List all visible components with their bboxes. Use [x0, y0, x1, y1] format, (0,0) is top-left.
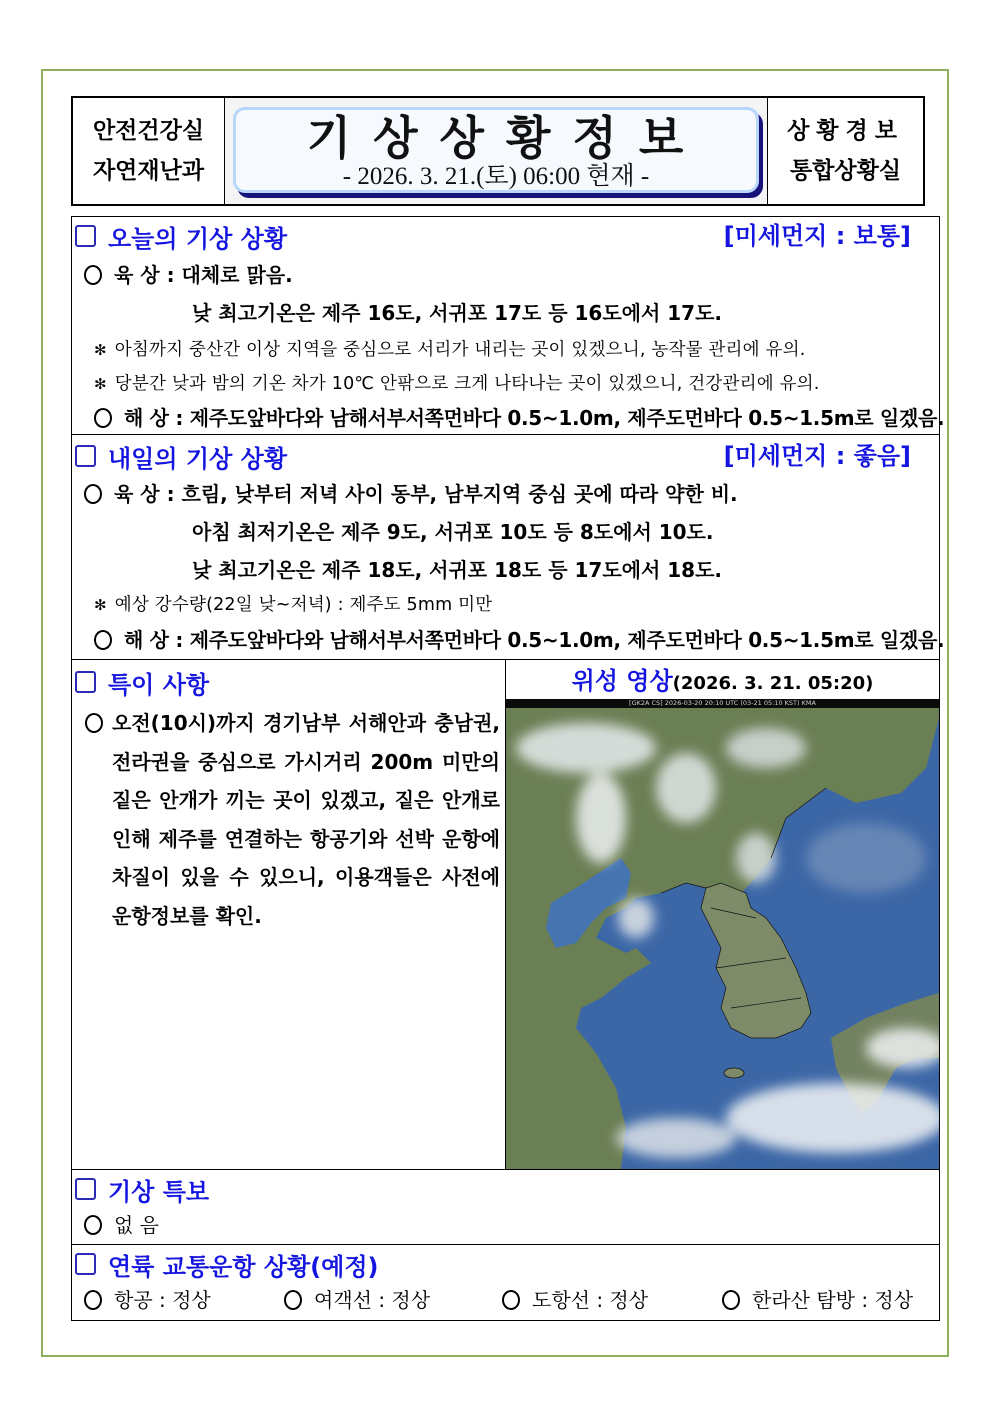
traffic-item-ferry: 여객선 : 정상 [284, 1285, 430, 1315]
section-heading [75, 219, 287, 253]
satellite-image [506, 699, 939, 1169]
section-warning [72, 1170, 939, 1245]
sea-forecast [94, 625, 944, 655]
note: ✻ 당분간 낮과 밤의 기온 차가 10℃ 안팎으로 크게 나타나는 곳이 있겠으니, 건강관리에 유의. [94, 371, 820, 397]
circle-bullet-icon [84, 1215, 102, 1235]
satellite-panel [506, 660, 939, 1169]
land-line: 낮 최고기온은 제주 18도, 서귀포 18도 등 17도에서 18도. [192, 558, 722, 582]
traffic-item-hallasan: 한라산 탐방 : 정상 [722, 1285, 913, 1315]
title-box [233, 107, 759, 193]
heading-text: 연륙 교통운항 상황(예정) [108, 1252, 379, 1281]
report-datetime: - 2026. 3. 21.(토) 06:00 현재 - [342, 163, 650, 190]
checkbox-square-icon [75, 1178, 96, 1200]
heading-text: 특이 사항 [108, 670, 210, 699]
note: ✻ 아침까지 중산간 이상 지역을 중심으로 서리가 내리는 곳이 있겠으니, 농작물 관리에 유의. [94, 337, 805, 363]
special-notes [72, 660, 506, 1169]
land-forecast [84, 260, 293, 290]
sea-text: 제주도앞바다와 남해서부서쪽먼바다 0.5~1.0m, 제주도먼바다 0.5~1.5m로 일겠음. [189, 628, 945, 652]
fine-dust-status: [미세먼지 : 보통] [723, 222, 911, 250]
section-heading [75, 1247, 379, 1281]
office-line-1: 상황경보 [787, 118, 904, 144]
circle-bullet-icon [502, 1290, 520, 1310]
section-heading [75, 1172, 209, 1206]
checkbox-square-icon [75, 225, 96, 247]
section-heading [75, 439, 287, 473]
circle-bullet-icon [84, 265, 102, 285]
heading-text: 내일의 기상 상황 [108, 444, 287, 473]
traffic-item-island-ferry: 도항선 : 정상 [502, 1285, 648, 1315]
satellite-title: 위성 영상(2026. 3. 21. 05:20) [571, 667, 874, 695]
weather-report-table [71, 216, 945, 1321]
sea-text: 제주도앞바다와 남해서부서쪽먼바다 0.5~1.0m, 제주도먼바다 0.5~1.5m로 일겠음. [189, 406, 945, 430]
note: ✻ 예상 강수량(22일 낮~저녁) : 제주도 5mm 미만 [94, 592, 492, 618]
circle-bullet-icon [284, 1290, 302, 1310]
land-label: 육 상 : [114, 482, 175, 506]
fine-dust-status: [미세먼지 : 좋음] [723, 442, 911, 470]
department-line-2: 자연재난과 [92, 158, 205, 184]
asterisk-icon: ✻ [94, 341, 107, 359]
section-heading [75, 665, 209, 699]
land-line: 아침 최저기온은 제주 9도, 서귀포 10도 등 8도에서 10도. [192, 520, 714, 544]
section-special [72, 660, 939, 1170]
page-title: 기상상황정보 [306, 111, 706, 165]
land-line: 흐림, 낮부터 저녁 사이 동부, 남부지역 중심 곳에 따라 약한 비. [181, 482, 738, 506]
asterisk-icon: ✻ [94, 375, 107, 393]
land-line: 낮 최고기온은 제주 16도, 서귀포 17도 등 16도에서 17도. [192, 301, 722, 325]
sea-forecast [94, 403, 944, 433]
land-line: 대체로 맑음. [181, 263, 293, 287]
circle-bullet-icon [84, 484, 102, 504]
satellite-caption: [GK2A CS] 2026-03-20 20:10 UTC (03-21 05:10 KST) KMA [506, 699, 939, 708]
sea-label: 해 상 : [124, 628, 184, 652]
department-line-1: 안전건강실 [92, 118, 205, 144]
office-label [767, 98, 923, 204]
checkbox-square-icon [75, 671, 96, 693]
warning-value: 없 음 [84, 1210, 159, 1240]
checkbox-square-icon [75, 1253, 96, 1275]
land-label: 육 상 : [114, 263, 175, 287]
office-line-2: 통합상황실 [789, 158, 902, 184]
title-area [225, 98, 767, 204]
section-today [72, 217, 945, 435]
sea-label: 해 상 : [124, 406, 184, 430]
special-text: 오전(10시)까지 경기남부 서해안과 충남권, 전라권을 중심으로 가시거리 200m 미만의 짙은 안개가 끼는 곳이 있겠고, 짙은 안개로 인해 제주를 연결하는 항공기와 선박 운항에 차질이 있을 수 있으니, 이용객들은 사전에 운항정보를 확인. [112, 711, 500, 928]
circle-bullet-icon [94, 408, 112, 428]
checkbox-square-icon [75, 445, 96, 467]
asterisk-icon: ✻ [94, 596, 107, 614]
traffic-item-air: 항공 : 정상 [84, 1285, 211, 1315]
document-header [71, 96, 925, 206]
heading-text: 기상 특보 [108, 1177, 210, 1206]
satellite-map-graphic [506, 708, 939, 1169]
circle-bullet-icon [84, 1290, 102, 1310]
heading-text: 오늘의 기상 상황 [108, 224, 287, 253]
land-forecast [84, 479, 738, 509]
circle-bullet-icon [85, 713, 103, 733]
section-traffic [72, 1245, 939, 1321]
department-label [73, 98, 225, 204]
section-tomorrow [72, 435, 945, 660]
circle-bullet-icon [722, 1290, 740, 1310]
circle-bullet-icon [94, 630, 112, 650]
